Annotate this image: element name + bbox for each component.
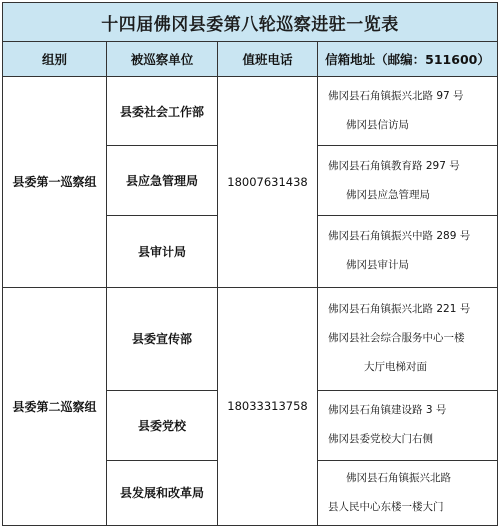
address-cell	[318, 215, 498, 287]
unit-name: 县委党校	[107, 390, 218, 460]
address-line: 佛冈县应急管理局	[346, 188, 430, 201]
phone-number: 18033313758	[218, 287, 318, 525]
address-line: 佛冈县石角镇振兴北路 221 号	[328, 303, 471, 316]
unit-name: 县委宣传部	[107, 287, 218, 390]
header-unit: 被巡察单位	[107, 42, 218, 77]
table-row	[3, 76, 498, 146]
address-line: 佛冈县社会综合服务中心一楼	[328, 332, 465, 345]
phone-number: 18007631438	[218, 76, 318, 287]
unit-name: 县应急管理局	[107, 146, 218, 216]
address-line: 佛冈县委党校大门右侧	[328, 433, 433, 446]
address-cell	[318, 76, 498, 146]
address-line: 佛冈县石角镇振兴北路	[346, 471, 451, 484]
address-line: 佛冈县审计局	[346, 259, 409, 272]
address-line: 县人民中心东楼一楼大门	[328, 500, 444, 513]
inspection-table	[2, 2, 498, 526]
address-cell	[318, 287, 498, 390]
address-line: 大厅电梯对面	[364, 361, 427, 374]
header-group: 组别	[3, 42, 107, 77]
unit-name: 县委社会工作部	[107, 76, 218, 146]
unit-name: 县发展和改革局	[107, 460, 218, 525]
unit-name: 县审计局	[107, 215, 218, 287]
address-line: 佛冈县信访局	[346, 119, 409, 132]
header-phone: 值班电话	[218, 42, 318, 77]
group-name: 县委第一巡察组	[3, 76, 107, 287]
address-line: 佛冈县石角镇振兴北路 97 号	[328, 90, 464, 103]
address-line: 佛冈县石角镇建设路 3 号	[328, 404, 447, 417]
address-cell	[318, 460, 498, 525]
address-cell	[318, 146, 498, 216]
header-address: 信箱地址（邮编：511600）	[318, 42, 498, 77]
table-title: 十四届佛冈县委第八轮巡察进驻一览表	[3, 3, 498, 42]
address-cell	[318, 390, 498, 460]
table-row	[3, 287, 498, 390]
address-line: 佛冈县石角镇教育路 297 号	[328, 159, 460, 172]
group-name: 县委第二巡察组	[3, 287, 107, 525]
address-line: 佛冈县石角镇振兴中路 289 号	[328, 230, 471, 243]
